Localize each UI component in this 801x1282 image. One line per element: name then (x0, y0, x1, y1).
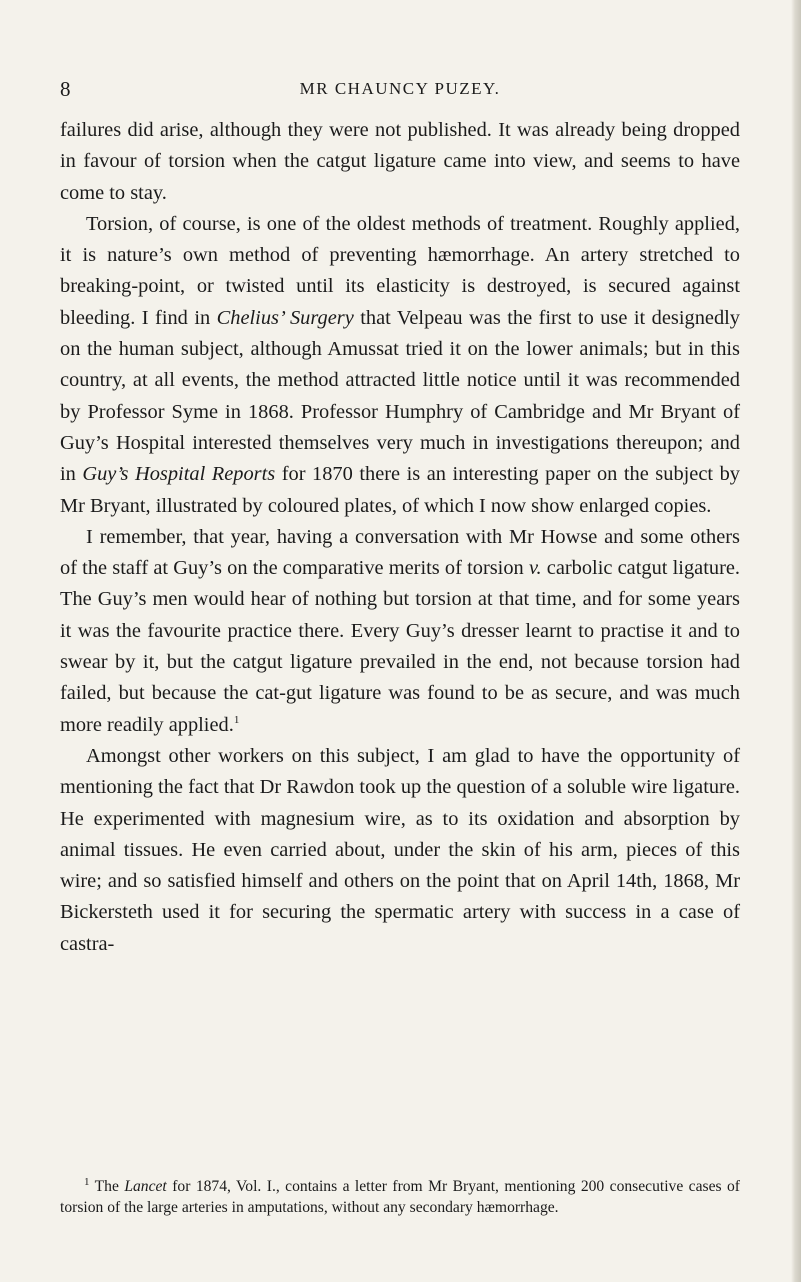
footnote-text-b: for 1874, Vol. I., contains a letter from Mr Bryant, mentioning 200 consecutive cases of torsion of the large arteries in amputations, without any secondary hæmorrhage. (60, 1178, 741, 1216)
paragraph-4-text: Amongst other workers on this subject, I am glad to have the opportunity of mentioning the fact that Dr Rawdon took up the question of a soluble wire ligature. He experimented with magnesium wire, as to its oxidation and absorption by animal tissues. He even carried about, under the skin of his arm, pieces of this wire; and so satisfied himself and others on the point that on April 14th, 1868, Mr Bickersteth used it for securing the spermatic artery with success in a case of castra- (60, 744, 740, 955)
paragraph-4 (60, 741, 740, 960)
versus-abbreviation: v. (528, 557, 542, 580)
paragraph-1 (60, 115, 740, 209)
paragraph-2-text-a: Torsion, of course, is one of the oldest methods of treatment. Roughly applied, it is nature’s own method of preventing hæmorrhage. An artery stretched to breaking-point, or twisted until its elasticity is destroyed, is secured against bleeding. I find in (60, 212, 740, 329)
footnote-reference: 1 (233, 713, 240, 726)
footnote-1 (60, 1176, 740, 1218)
footnotes (60, 1176, 740, 1218)
footnote-marker: 1 (84, 1175, 90, 1188)
page-number: 8 (60, 77, 71, 101)
body-text (60, 115, 740, 960)
paragraph-3 (60, 522, 740, 741)
book-title-guys-hospital-reports: Guy’s Hospital Reports (82, 463, 276, 486)
footnote-text-a: The (89, 1178, 125, 1195)
page-edge-shadow (791, 0, 801, 1282)
paragraph-2-text-c: for 1870 there is an interesting paper on the subject by Mr Bryant, illustrated by coloured plates, of which I now show enlarged copies. (60, 463, 740, 517)
running-head: MR CHAUNCY PUZEY. (299, 79, 501, 98)
page-header (60, 76, 740, 102)
journal-title-lancet: Lancet (124, 1178, 167, 1195)
paragraph-3-text-b: carbolic catgut ligature. The Guy’s men would hear of nothing but torsion at that time, and for some years it was the favourite practice there. Every Guy’s dresser learnt to practise it and to swear by it, but the catgut ligature prevailed in the end, not because torsion had failed, but because the cat-gut ligature was found to be as secure, and was much more readily applied. (60, 557, 741, 736)
paragraph-2 (60, 209, 740, 522)
paragraph-2-text-b: that Velpeau was the first to use it designedly on the human subject, although Amussat tried it on the lower animals; but in this country, at all events, the method attracted little notice until it was recommended by Professor Syme in 1868. Professor Humphry of Cambridge and Mr Bryant of Guy’s Hospital interested themselves very much in investigations thereupon; and in (60, 306, 741, 486)
paragraph-3-text-a: I remember, that year, having a conversation with Mr Howse and some others of the staff at Guy’s on the comparative merits of torsion (60, 525, 740, 580)
book-title-chelius-surgery: Chelius’ Surgery (216, 306, 354, 329)
paragraph-1-text: failures did arise, although they were not published. It was already being dropped in favour of torsion when the catgut ligature came into view, and seems to have come to stay. (60, 119, 740, 204)
